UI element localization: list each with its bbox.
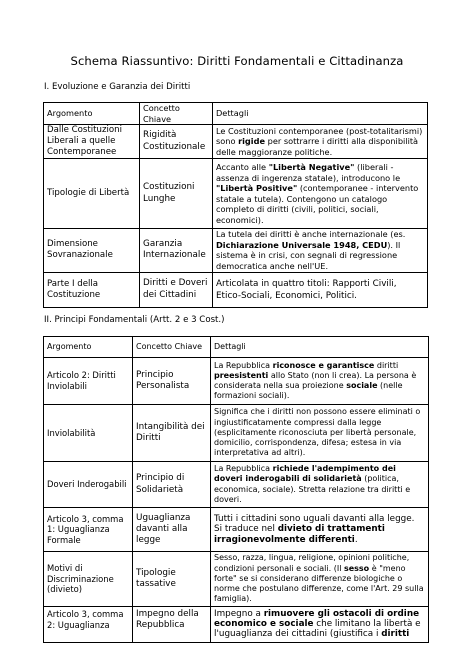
cell-concetto: Diritti e Doveri dei Cittadini <box>140 272 213 307</box>
column-header-dettagli: Dettagli <box>211 337 429 358</box>
cell-argomento: Doveri Inderogabili <box>44 462 133 508</box>
cell-dettagli <box>213 272 428 307</box>
cell-dettagli <box>211 508 429 552</box>
table-row <box>44 272 428 307</box>
cell-dettagli <box>211 358 429 405</box>
text-segment: (nelle formazioni sociali). <box>214 381 403 401</box>
text-segment: ). Il sistema è in crisi, con segnali di regressione democratica anche nell'UE. <box>216 239 401 271</box>
table-principi-fondamentali <box>43 336 429 643</box>
column-header-concetto: Concetto Chiave <box>133 337 211 358</box>
text-segment: (liberali - assenza di ingerenza statale), introducono le <box>216 161 401 183</box>
text-segment: allo Stato (non li crea). La persona è considerata nella sua proiezione <box>214 370 417 390</box>
cell-concetto: Tipologie tassative <box>133 552 211 607</box>
cell-dettagli <box>211 405 429 462</box>
text-segment: Le Costituzioni contemporanee (post-totalitarismi) sono <box>216 125 423 147</box>
table-row <box>44 607 429 643</box>
cell-argomento: Articolo 2: Diritti Inviolabili <box>44 358 133 405</box>
text-segment: Accanto alle <box>216 161 269 172</box>
section-1-heading: I. Evoluzione e Garanzia dei Diritti <box>44 82 191 92</box>
cell-concetto: Costituzioni Lunghe <box>140 159 213 229</box>
bold-text-segment: diritti <box>381 629 410 640</box>
bold-text-segment: riconosce e garantisce <box>272 360 375 370</box>
bold-text-segment: Dichiarazione Universale 1948, CEDU <box>216 239 388 250</box>
bold-text-segment: richiede l'adempimento dei doveri inderogabili di solidarietà <box>214 464 396 484</box>
cell-dettagli <box>213 125 428 159</box>
bold-text-segment: preesistenti <box>214 370 269 380</box>
bold-text-segment: "Libertà Negative" <box>268 161 355 172</box>
text-segment: (contemporanee - intervento statale a tutela). Contengono un catalogo completo di diritti (civili, politici, sociali, economici). <box>216 183 419 225</box>
cell-argomento: Dalle Costituzioni Liberali a quelle Contemporanee <box>44 125 140 159</box>
table-row <box>44 159 428 229</box>
table-header-row <box>44 103 428 125</box>
cell-dettagli <box>213 229 428 272</box>
table-row <box>44 508 429 552</box>
cell-concetto: Uguaglianza davanti alla legge <box>133 508 211 552</box>
cell-dettagli <box>213 159 428 229</box>
table-row <box>44 125 428 159</box>
table-row <box>44 229 428 272</box>
cell-argomento: Tipologie di Libertà <box>44 159 140 229</box>
cell-argomento: Articolo 3, comma 2: Uguaglianza <box>44 607 133 643</box>
text-segment: diritti <box>374 360 399 370</box>
text-segment: La Repubblica <box>214 464 273 474</box>
bold-text-segment: divieto di trattamenti irragionevolmente differenti <box>214 524 385 545</box>
cell-concetto: Garanzia Internazionale <box>140 229 213 272</box>
text-segment: (politica, economica, sociale). Stretta relazione tra diritti e doveri. <box>214 474 411 504</box>
text-segment: Significa che i diritti non possono essere eliminati o ingiustificatamente compressi dalla legge (esplicitamente riconosciuta per libertà personale, domicilio, corrispondenza, difesa; estesa in via interpretativa ad altri). <box>214 407 421 458</box>
text-segment: Tutti i cittadini sono uguali davanti alla legge. Si traduce nel <box>214 514 415 535</box>
table-evoluzione-diritti <box>43 102 428 308</box>
text-segment: è "meno forte" se si considerano differenze biologiche o norme che postulano differenze, come l'Art. 29 sulla famiglia). <box>214 563 424 604</box>
bold-text-segment: rimuovere gli ostacoli di ordine economico e sociale <box>214 609 420 630</box>
page-title: Schema Riassuntivo: Diritti Fondamentali e Cittadinanza <box>70 54 404 68</box>
cell-concetto: Intangibilità dei Diritti <box>133 405 211 462</box>
column-header-dettagli: Dettagli <box>213 103 428 125</box>
table-row <box>44 462 429 508</box>
bold-text-segment: sociale <box>346 381 378 390</box>
bold-text-segment: "Libertà Positive" <box>216 183 298 194</box>
table-row <box>44 552 429 607</box>
text-segment: Articolata in quattro titoli: Rapporti Civili, Etico-Sociali, Economici, Politici. <box>216 278 397 301</box>
text-segment: Impegno a <box>214 609 264 619</box>
text-segment: Sesso, razza, lingua, religione, opinioni politiche, condizioni personali e sociali. (Il <box>214 553 410 573</box>
cell-concetto: Rigidità Costituzionale <box>140 125 213 159</box>
bold-text-segment: rigide <box>238 136 266 147</box>
cell-argomento: Articolo 3, comma 1: Uguaglianza Formale <box>44 508 133 552</box>
cell-dettagli <box>211 607 429 643</box>
cell-concetto: Impegno della Repubblica <box>133 607 211 643</box>
table-row <box>44 358 429 405</box>
cell-argomento: Inviolabilità <box>44 405 133 462</box>
column-header-concetto: Concetto Chiave <box>140 103 213 125</box>
section-2-heading: II. Principi Fondamentali (Artt. 2 e 3 Cost.) <box>44 315 225 325</box>
cell-dettagli <box>211 552 429 607</box>
bold-text-segment: sesso <box>343 563 370 573</box>
text-segment: La tutela dei diritti è anche internazionale (es. <box>216 229 406 240</box>
text-segment: . <box>354 534 358 545</box>
column-header-argomento: Argomento <box>44 337 133 358</box>
text-segment: per sottrarre i diritti alla disponibilità delle maggioranze politiche. <box>216 136 419 157</box>
table-header-row <box>44 337 429 358</box>
cell-argomento: Motivi di Discriminazione (divieto) <box>44 552 133 607</box>
text-segment: che limitano la libertà e l'uguaglianza dei cittadini (giustifica i <box>214 619 421 640</box>
cell-concetto: Principio di Solidarietà <box>133 462 211 508</box>
cell-dettagli <box>211 462 429 508</box>
cell-argomento: Parte I della Costituzione <box>44 272 140 307</box>
table-row <box>44 405 429 462</box>
cell-argomento: Dimensione Sovranazionale <box>44 229 140 272</box>
text-segment: La Repubblica <box>214 360 273 370</box>
cell-concetto: Principio Personalista <box>133 358 211 405</box>
column-header-argomento: Argomento <box>44 103 140 125</box>
